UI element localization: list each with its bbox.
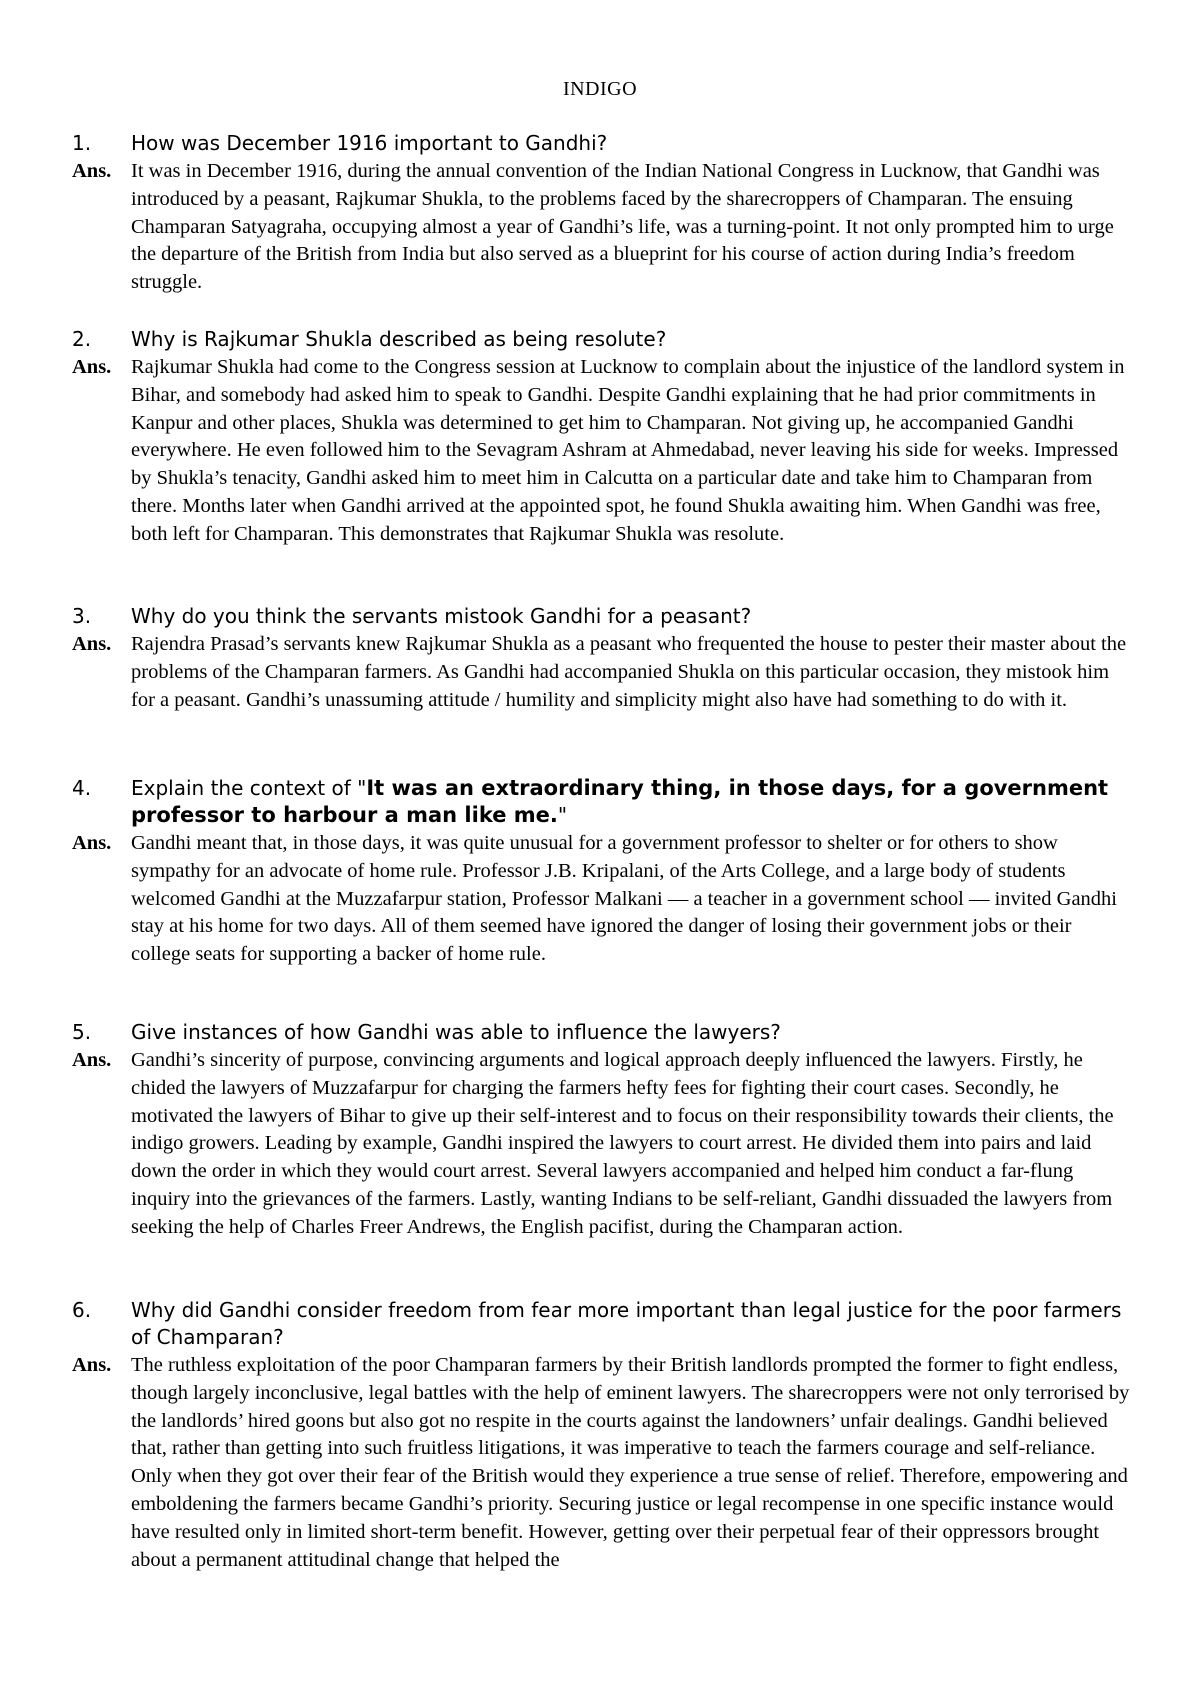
question-text: Why is Rajkumar Shukla described as being resolute? (131, 327, 667, 351)
qa-item-6 (72, 1297, 1132, 1574)
answer-text: It was in December 1916, during the annual convention of the Indian National Congress in Lucknow, that Gandhi was introduced by a peasant, Rajkumar Shukla, to the problems faced by the sharecroppers of Champaran. The ensuing Champaran Satyagraha, occupying almost a year of Gandhi’s life, was a turning-point. It not only prompted him to urge the departure of the British from India but also served as a blueprint for his course of action during India’s freedom struggle. (131, 160, 1114, 294)
answer (72, 1047, 1132, 1242)
question-text: How was December 1916 important to Gandhi? (131, 131, 608, 155)
question (72, 130, 1132, 157)
answer-text: Gandhi’s sincerity of purpose, convincing arguments and logical approach deeply influenced the lawyers. Firstly, he chided the lawyers of Muzzafarpur for charging the farmers hefty fees for fighting their court cases. Secondly, he motivated the lawyers of Bihar to give up their self-interest and to focus on their responsibility towards their clients, the indigo growers. Leading by example, Gandhi inspired the lawyers to court arrest. He divided them into pairs and laid down the order in which they would court arrest. Several lawyers accompanied and helped him conduct a far-flung inquiry into the grievances of the farmers. Lastly, wanting Indians to be self-reliant, Gandhi dissuaded the lawyers from seeking the help of Charles Freer Andrews, the English pacifist, during the Champaran action. (131, 1049, 1114, 1238)
answer-text: Rajkumar Shukla had come to the Congress session at Lucknow to complain about the injustice of the landlord system in Bihar, and somebody had asked him to speak to Gandhi. Despite Gandhi explaining that he had prior commitments in Kanpur and other places, Shukla was determined to get him to Champaran. Not giving up, he accompanied Gandhi everywhere. He even followed him to the Sevagram Ashram at Ahmedabad, never leaving his side for weeks. Impressed by Shukla’s tenacity, Gandhi asked him to meet him in Calcutta on a particular date and take him to Champaran from there. Months later when Gandhi arrived at the appointed spot, he found Shukla awaiting him. When Gandhi was free, both left for Champaran. This demonstrates that Rajkumar Shukla was resolute. (131, 356, 1125, 545)
answer-label: Ans. (72, 160, 112, 182)
answer-label: Ans. (72, 633, 112, 655)
answer-label: Ans. (72, 832, 112, 854)
question-text: Why do you think the servants mistook Gandhi for a peasant? (131, 604, 752, 628)
answer-label: Ans. (72, 1354, 112, 1376)
answer (72, 158, 1132, 297)
question-number: 3. (72, 604, 92, 628)
question (72, 1019, 1132, 1046)
question (72, 603, 1132, 630)
question-number: 2. (72, 327, 92, 351)
question-number: 6. (72, 1298, 92, 1322)
answer-text: Gandhi meant that, in those days, it was quite unusual for a government professor to shelter or for others to show sympathy for an advocate of home rule. Professor J.B. Kripalani, of the Arts College, and a large body of students welcomed Gandhi at the Muzzafarpur station, Professor Malkani — a teacher in a government school — invited Gandhi stay at his home for two days. All of them seemed have ignored the danger of losing their government jobs or their college seats for supporting a backer of home rule. (131, 832, 1117, 966)
question-text (131, 775, 1132, 829)
answer (72, 1352, 1132, 1574)
answer-label: Ans. (72, 356, 112, 378)
qa-item-1 (72, 130, 1132, 297)
question (72, 326, 1132, 353)
question-text: Why did Gandhi consider freedom from fear more important than legal justice for the poor farmers of Champaran? (131, 1298, 1122, 1349)
answer (72, 631, 1132, 714)
question-number: 1. (72, 131, 92, 155)
question (72, 1297, 1132, 1351)
question-number: 4. (72, 776, 92, 800)
question-number: 5. (72, 1020, 92, 1044)
question-prefix: Explain the context of " (131, 776, 367, 800)
document-title: INDIGO (562, 78, 638, 100)
qa-item-2 (72, 326, 1132, 549)
question-quote: It was an extraordinary thing, in those days, for a government professor to harbour a man like me. (131, 776, 1109, 827)
qa-item-3 (72, 603, 1132, 714)
question-suffix: " (557, 803, 568, 827)
answer-text: Rajendra Prasad’s servants knew Rajkumar Shukla as a peasant who frequented the house to pester their master about the problems of the Champaran farmers. As Gandhi had accompanied Shukla on this particular occasion, they mistook him for a peasant. Gandhi’s unassuming attitude / humility and simplicity might also have had something to do with it. (131, 633, 1127, 711)
qa-item-5 (72, 1019, 1132, 1242)
answer-label: Ans. (72, 1049, 112, 1071)
answer (72, 354, 1132, 549)
answer-text: The ruthless exploitation of the poor Champaran farmers by their British landlords prompted the former to fight endless, though largely inconclusive, legal battles with the help of eminent lawyers. The sharecroppers were not only terrorised by the landlords’ hired goons but also got no respite in the courts against the landowners’ unfair dealings. Gandhi believed that, rather than getting into such fruitless litigations, it was imperative to teach the farmers courage and self-reliance. Only when they got over their fear of the British would they experience a true sense of relief. Therefore, empowering and emboldening the farmers became Gandhi’s priority. Securing justice or legal recompense in one specific instance would have resulted only in limited short-term benefit. However, getting over their perpetual fear of their oppressors brought about a permanent attitudinal change that helped the (131, 1354, 1130, 1571)
answer (72, 830, 1132, 969)
question (72, 775, 1132, 829)
question-text: Give instances of how Gandhi was able to influence the lawyers? (131, 1020, 781, 1044)
qa-item-4 (72, 775, 1132, 969)
